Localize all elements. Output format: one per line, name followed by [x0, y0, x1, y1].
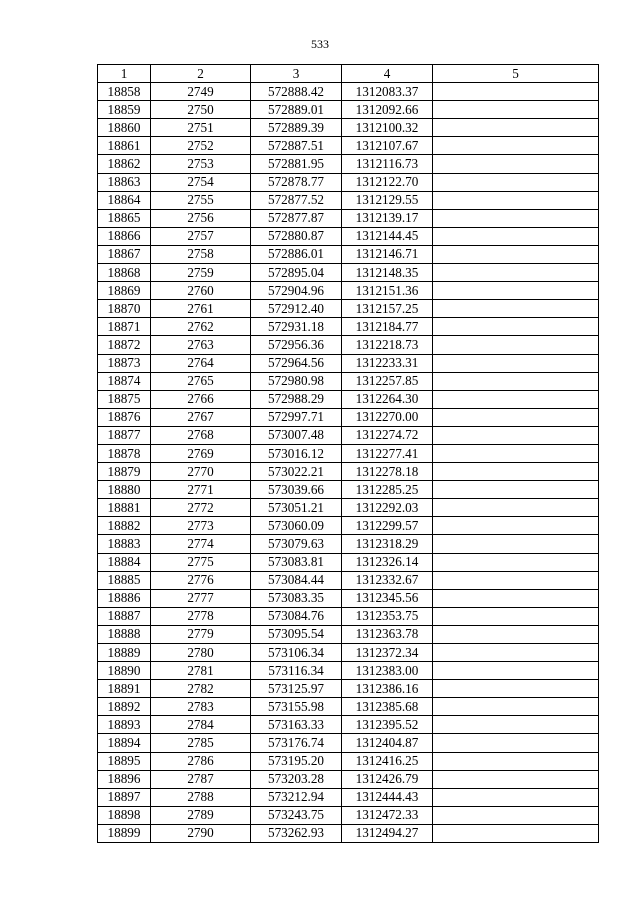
- table-row: [98, 571, 599, 589]
- table-cell: 572895.04: [251, 264, 342, 282]
- table-cell: 18889: [98, 644, 151, 662]
- table-row: [98, 137, 599, 155]
- table-cell: 1312146.71: [342, 245, 433, 263]
- table-cell: 1312274.72: [342, 426, 433, 444]
- table-cell: 2789: [151, 806, 251, 824]
- table-row: [98, 698, 599, 716]
- table-cell: 2760: [151, 282, 251, 300]
- table-cell: 1312345.56: [342, 589, 433, 607]
- table-row: [98, 770, 599, 788]
- table-cell: 2749: [151, 83, 251, 101]
- table-cell: 573016.12: [251, 444, 342, 462]
- table-cell: 572880.87: [251, 227, 342, 245]
- table-cell: 1312264.30: [342, 390, 433, 408]
- table-cell: 1312285.25: [342, 481, 433, 499]
- table-cell: 572878.77: [251, 173, 342, 191]
- table-cell: 1312277.41: [342, 444, 433, 462]
- table-row: [98, 264, 599, 282]
- table-cell: 18871: [98, 318, 151, 336]
- table-cell: 572877.52: [251, 191, 342, 209]
- table-cell: 1312157.25: [342, 300, 433, 318]
- table-cell: [433, 517, 599, 535]
- table-cell: [433, 408, 599, 426]
- table-cell: [433, 191, 599, 209]
- table-cell: 18877: [98, 426, 151, 444]
- table-cell: 1312144.45: [342, 227, 433, 245]
- table-cell: 573116.34: [251, 662, 342, 680]
- table-cell: 2774: [151, 535, 251, 553]
- table-cell: 573203.28: [251, 770, 342, 788]
- table-cell: 2776: [151, 571, 251, 589]
- table-cell: 18888: [98, 625, 151, 643]
- table-cell: 1312100.32: [342, 119, 433, 137]
- table-cell: [433, 806, 599, 824]
- table-cell: 1312386.16: [342, 680, 433, 698]
- table-cell: 573084.76: [251, 607, 342, 625]
- table-cell: 1312416.25: [342, 752, 433, 770]
- table-cell: 1312426.79: [342, 770, 433, 788]
- table-cell: [433, 553, 599, 571]
- table-cell: [433, 336, 599, 354]
- table-cell: 18866: [98, 227, 151, 245]
- table-cell: [433, 481, 599, 499]
- table-cell: 18884: [98, 553, 151, 571]
- table-row: [98, 716, 599, 734]
- table-cell: 18879: [98, 463, 151, 481]
- table-cell: 2778: [151, 607, 251, 625]
- table-row: [98, 625, 599, 643]
- table-cell: [433, 824, 599, 842]
- table-cell: 1312395.52: [342, 716, 433, 734]
- table-cell: 572988.29: [251, 390, 342, 408]
- table-cell: 2757: [151, 227, 251, 245]
- column-header: 5: [433, 65, 599, 83]
- table-cell: 572956.36: [251, 336, 342, 354]
- table-cell: 573079.63: [251, 535, 342, 553]
- table-row: [98, 83, 599, 101]
- table-cell: [433, 644, 599, 662]
- table-cell: [433, 245, 599, 263]
- table-cell: 18887: [98, 607, 151, 625]
- table-cell: [433, 463, 599, 481]
- table-cell: 1312233.31: [342, 354, 433, 372]
- table-cell: 18862: [98, 155, 151, 173]
- table-cell: 2761: [151, 300, 251, 318]
- table-cell: 18892: [98, 698, 151, 716]
- table-cell: [433, 264, 599, 282]
- table-cell: 2751: [151, 119, 251, 137]
- table-row: [98, 372, 599, 390]
- table-cell: 18859: [98, 101, 151, 119]
- table-cell: [433, 372, 599, 390]
- table-cell: 2783: [151, 698, 251, 716]
- table-cell: 1312107.67: [342, 137, 433, 155]
- table-cell: 2785: [151, 734, 251, 752]
- table-row: [98, 227, 599, 245]
- table-cell: 2788: [151, 788, 251, 806]
- table-cell: 2756: [151, 209, 251, 227]
- table-cell: 573243.75: [251, 806, 342, 824]
- table-cell: 1312332.67: [342, 571, 433, 589]
- table-row: [98, 426, 599, 444]
- table-cell: 573195.20: [251, 752, 342, 770]
- table-cell: 18890: [98, 662, 151, 680]
- column-header: 3: [251, 65, 342, 83]
- table-row: [98, 282, 599, 300]
- table-cell: 18858: [98, 83, 151, 101]
- table-cell: 18891: [98, 680, 151, 698]
- table-cell: [433, 662, 599, 680]
- table-row: [98, 680, 599, 698]
- table-cell: 573051.21: [251, 499, 342, 517]
- table-cell: 18867: [98, 245, 151, 263]
- table-cell: 1312372.34: [342, 644, 433, 662]
- table-cell: 18860: [98, 119, 151, 137]
- table-cell: 572877.87: [251, 209, 342, 227]
- column-header: 1: [98, 65, 151, 83]
- table-cell: 18873: [98, 354, 151, 372]
- table-cell: 1312404.87: [342, 734, 433, 752]
- table-cell: [433, 625, 599, 643]
- table-cell: 18876: [98, 408, 151, 426]
- table-cell: 18878: [98, 444, 151, 462]
- table-row: [98, 644, 599, 662]
- table-cell: 573095.54: [251, 625, 342, 643]
- table-row: [98, 354, 599, 372]
- table-cell: [433, 83, 599, 101]
- table-cell: 2766: [151, 390, 251, 408]
- table-cell: 572912.40: [251, 300, 342, 318]
- table-cell: 18875: [98, 390, 151, 408]
- table-cell: [433, 354, 599, 372]
- table-cell: 1312184.77: [342, 318, 433, 336]
- table-cell: 573176.74: [251, 734, 342, 752]
- table-cell: 2782: [151, 680, 251, 698]
- table-row: [98, 300, 599, 318]
- table-row: [98, 806, 599, 824]
- table-cell: 18864: [98, 191, 151, 209]
- table-cell: 18899: [98, 824, 151, 842]
- table-cell: 18885: [98, 571, 151, 589]
- table-cell: 18861: [98, 137, 151, 155]
- page-number: 533: [311, 37, 329, 51]
- table-cell: 572888.42: [251, 83, 342, 101]
- table-row: [98, 752, 599, 770]
- table-cell: 2787: [151, 770, 251, 788]
- table-cell: 2752: [151, 137, 251, 155]
- table-row: [98, 734, 599, 752]
- table-cell: [433, 137, 599, 155]
- table-cell: 18886: [98, 589, 151, 607]
- table-cell: 2777: [151, 589, 251, 607]
- table-cell: 1312494.27: [342, 824, 433, 842]
- table-row: [98, 318, 599, 336]
- table-cell: 1312151.36: [342, 282, 433, 300]
- table-cell: 572997.71: [251, 408, 342, 426]
- table-cell: [433, 770, 599, 788]
- table-cell: 573125.97: [251, 680, 342, 698]
- table-cell: 1312292.03: [342, 499, 433, 517]
- table-cell: 2753: [151, 155, 251, 173]
- table-cell: 1312122.70: [342, 173, 433, 191]
- table-cell: 2781: [151, 662, 251, 680]
- table-cell: [433, 282, 599, 300]
- table-cell: 572881.95: [251, 155, 342, 173]
- coordinates-table: [97, 64, 599, 843]
- table-cell: 1312385.68: [342, 698, 433, 716]
- table-cell: [433, 589, 599, 607]
- column-header: 4: [342, 65, 433, 83]
- table-cell: 573106.34: [251, 644, 342, 662]
- table-cell: 573007.48: [251, 426, 342, 444]
- table-cell: 1312083.37: [342, 83, 433, 101]
- table-cell: [433, 788, 599, 806]
- table-cell: 572904.96: [251, 282, 342, 300]
- table-cell: 572931.18: [251, 318, 342, 336]
- table-row: [98, 209, 599, 227]
- table-cell: 2770: [151, 463, 251, 481]
- table-cell: 18893: [98, 716, 151, 734]
- table-row: [98, 408, 599, 426]
- table-cell: 1312444.43: [342, 788, 433, 806]
- table-cell: 2765: [151, 372, 251, 390]
- table-cell: 2784: [151, 716, 251, 734]
- table-cell: [433, 535, 599, 553]
- table-cell: 2763: [151, 336, 251, 354]
- table-cell: 1312218.73: [342, 336, 433, 354]
- table-cell: [433, 390, 599, 408]
- table-cell: 1312383.00: [342, 662, 433, 680]
- table-cell: 1312326.14: [342, 553, 433, 571]
- table-cell: [433, 173, 599, 191]
- table-cell: 1312318.29: [342, 535, 433, 553]
- table-row: [98, 824, 599, 842]
- table-cell: [433, 426, 599, 444]
- table-cell: [433, 227, 599, 245]
- table-cell: 2772: [151, 499, 251, 517]
- table-cell: 2750: [151, 101, 251, 119]
- table-cell: 1312363.78: [342, 625, 433, 643]
- table-cell: [433, 300, 599, 318]
- table-cell: 2767: [151, 408, 251, 426]
- table-cell: 2764: [151, 354, 251, 372]
- table-cell: [433, 209, 599, 227]
- table-cell: [433, 499, 599, 517]
- table-cell: 18880: [98, 481, 151, 499]
- table-cell: 2755: [151, 191, 251, 209]
- table-cell: 1312129.55: [342, 191, 433, 209]
- table-cell: 18865: [98, 209, 151, 227]
- table-cell: 2773: [151, 517, 251, 535]
- table-cell: 572889.01: [251, 101, 342, 119]
- table-cell: 1312299.57: [342, 517, 433, 535]
- table-cell: 573083.81: [251, 553, 342, 571]
- table-cell: 1312353.75: [342, 607, 433, 625]
- table-row: [98, 191, 599, 209]
- table-cell: [433, 444, 599, 462]
- table-cell: 573084.44: [251, 571, 342, 589]
- table-cell: 572886.01: [251, 245, 342, 263]
- table-cell: 1312092.66: [342, 101, 433, 119]
- table-cell: 1312278.18: [342, 463, 433, 481]
- table-cell: 572980.98: [251, 372, 342, 390]
- table-cell: 18882: [98, 517, 151, 535]
- table-row: [98, 517, 599, 535]
- table-cell: [433, 119, 599, 137]
- table-row: [98, 463, 599, 481]
- table-cell: 572887.51: [251, 137, 342, 155]
- table-row: [98, 662, 599, 680]
- table-row: [98, 173, 599, 191]
- table-cell: 573083.35: [251, 589, 342, 607]
- table-cell: 1312270.00: [342, 408, 433, 426]
- table-cell: 573163.33: [251, 716, 342, 734]
- table-cell: [433, 101, 599, 119]
- table-cell: 18894: [98, 734, 151, 752]
- table-cell: 2769: [151, 444, 251, 462]
- table-row: [98, 607, 599, 625]
- table-cell: [433, 680, 599, 698]
- table-row: [98, 499, 599, 517]
- table-cell: 573155.98: [251, 698, 342, 716]
- table-cell: [433, 752, 599, 770]
- table-cell: [433, 698, 599, 716]
- table-cell: 18881: [98, 499, 151, 517]
- table-cell: 2779: [151, 625, 251, 643]
- table-cell: 573262.93: [251, 824, 342, 842]
- table-row: [98, 553, 599, 571]
- table-row: [98, 390, 599, 408]
- table-cell: [433, 318, 599, 336]
- table-row: [98, 788, 599, 806]
- table-cell: 573060.09: [251, 517, 342, 535]
- table-cell: 18869: [98, 282, 151, 300]
- table-cell: [433, 155, 599, 173]
- table-cell: 2790: [151, 824, 251, 842]
- table-cell: [433, 734, 599, 752]
- table-cell: 1312148.35: [342, 264, 433, 282]
- table-cell: 2754: [151, 173, 251, 191]
- table-cell: 573212.94: [251, 788, 342, 806]
- table-cell: 2762: [151, 318, 251, 336]
- table-cell: 18870: [98, 300, 151, 318]
- table-cell: 573039.66: [251, 481, 342, 499]
- table-row: [98, 245, 599, 263]
- table-cell: 2780: [151, 644, 251, 662]
- table-row: [98, 336, 599, 354]
- table-row: [98, 101, 599, 119]
- table-cell: 572964.56: [251, 354, 342, 372]
- table-cell: 2771: [151, 481, 251, 499]
- table-cell: 18896: [98, 770, 151, 788]
- table-cell: 2786: [151, 752, 251, 770]
- table-cell: 18874: [98, 372, 151, 390]
- table-cell: [433, 571, 599, 589]
- table-cell: 18868: [98, 264, 151, 282]
- table-cell: 18863: [98, 173, 151, 191]
- table-row: [98, 589, 599, 607]
- table-cell: 572889.39: [251, 119, 342, 137]
- table-cell: 2759: [151, 264, 251, 282]
- table-cell: [433, 716, 599, 734]
- table-cell: 573022.21: [251, 463, 342, 481]
- column-header: 2: [151, 65, 251, 83]
- table-cell: 1312472.33: [342, 806, 433, 824]
- table-row: [98, 481, 599, 499]
- table-cell: 18897: [98, 788, 151, 806]
- table-cell: 2775: [151, 553, 251, 571]
- table-cell: 18872: [98, 336, 151, 354]
- table-cell: 2768: [151, 426, 251, 444]
- table-row: [98, 155, 599, 173]
- table-cell: 1312116.73: [342, 155, 433, 173]
- table-row: [98, 119, 599, 137]
- table-row: [98, 444, 599, 462]
- table-cell: 2758: [151, 245, 251, 263]
- table-cell: 18898: [98, 806, 151, 824]
- table-cell: [433, 607, 599, 625]
- table-cell: 18883: [98, 535, 151, 553]
- table-cell: 1312139.17: [342, 209, 433, 227]
- table-cell: 18895: [98, 752, 151, 770]
- table-row: [98, 535, 599, 553]
- table-cell: 1312257.85: [342, 372, 433, 390]
- table-header-row: [98, 65, 599, 83]
- table-body: [98, 83, 599, 843]
